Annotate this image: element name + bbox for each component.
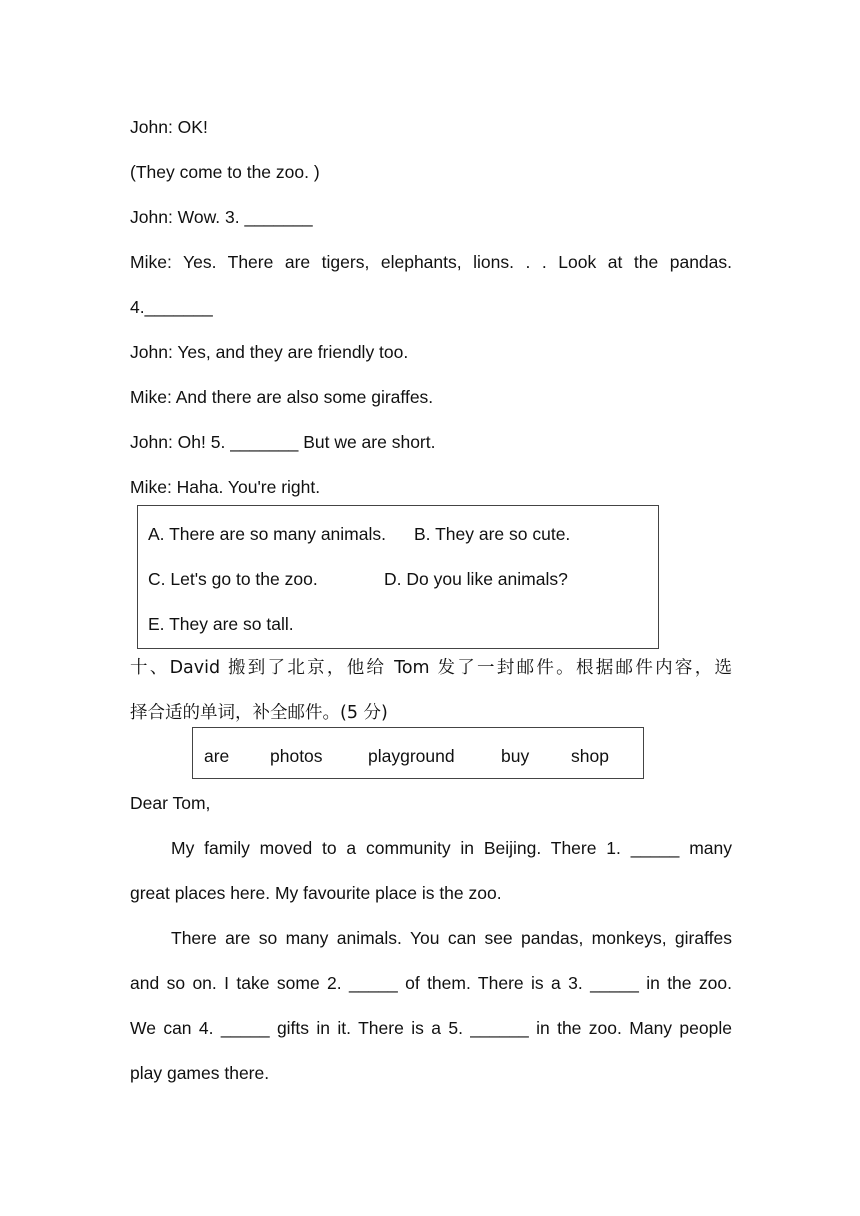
dialogue-line: (They come to the zoo. )	[130, 162, 320, 182]
word-bank-item: photos	[270, 746, 323, 766]
dialogue-line: Mike: Haha. You're right.	[130, 477, 321, 497]
dialogue-line: John: Yes, and they are friendly too.	[130, 342, 409, 362]
dialogue-line: 4._______	[130, 297, 213, 317]
option-d: D. Do you like animals?	[384, 569, 568, 589]
letter-line: play games there.	[130, 1063, 270, 1083]
dialogue-line: John: Oh! 5. _______ But we are short.	[130, 432, 436, 452]
letter-line: My family moved to a community in Beijing. There 1. _____ many	[171, 838, 732, 858]
word-bank-item: buy	[501, 746, 530, 766]
word-bank-item: are	[204, 746, 230, 766]
letter-greeting: Dear Tom,	[130, 793, 211, 813]
letter-line: and so on. I take some 2. _____ of them. There is a 3. _____ in the zoo.	[130, 973, 732, 993]
dialogue-line: Mike: Yes. There are tigers, elephants, lions. . . Look at the pandas.	[130, 252, 732, 272]
word-bank-item: shop	[571, 746, 609, 766]
word-bank-box	[192, 727, 644, 779]
word-bank-item: playground	[368, 746, 455, 766]
section-instruction: 择合适的单词，补全邮件。(5 分)	[130, 703, 388, 723]
letter-line: We can 4. _____ gifts in it. There is a 5. ______ in the zoo. Many people	[130, 1018, 732, 1038]
option-a: A. There are so many animals.	[148, 524, 386, 544]
dialogue-line: John: Wow. 3. _______	[130, 207, 313, 227]
letter-line: There are so many animals. You can see pandas, monkeys, giraffes	[171, 928, 732, 948]
letter-line: great places here. My favourite place is the zoo.	[130, 883, 502, 903]
dialogue-line: John: OK!	[130, 117, 208, 137]
dialogue-line: Mike: And there are also some giraffes.	[130, 387, 434, 407]
option-e: E. They are so tall.	[148, 614, 294, 634]
option-c: C. Let's go to the zoo.	[148, 569, 318, 589]
section-instruction: 十、David 搬到了北京，他给 Tom 发了一封邮件。根据邮件内容，选	[130, 658, 732, 678]
option-b: B. They are so cute.	[414, 524, 571, 544]
options-box	[137, 505, 659, 649]
